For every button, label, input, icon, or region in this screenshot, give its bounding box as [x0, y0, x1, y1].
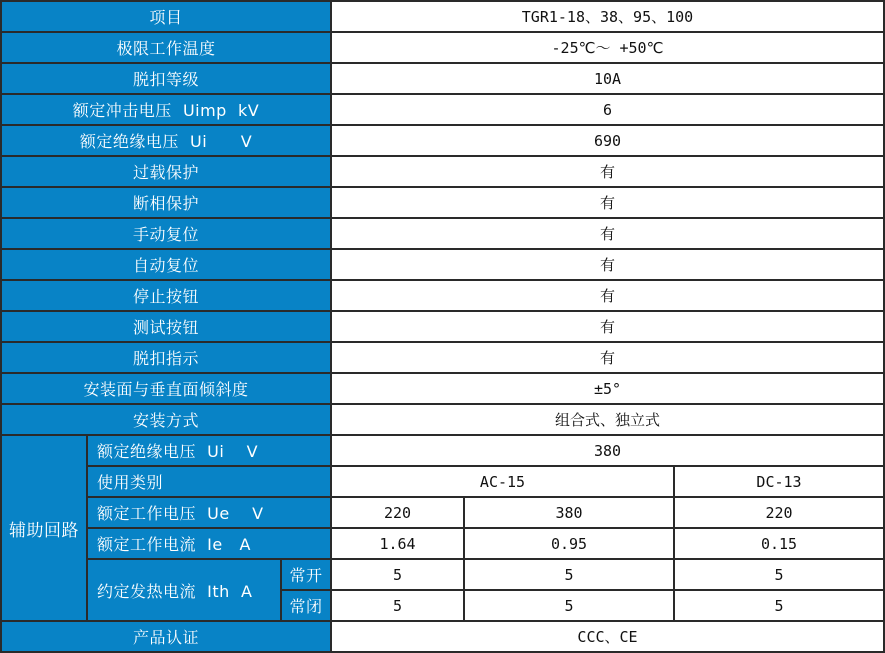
row-label-trip-class: 脱扣等级: [1, 63, 331, 94]
aux-category-ac: AC-15: [331, 466, 674, 497]
table-row-test-button: [1, 311, 884, 342]
row-label-mounting-type: 安装方式: [1, 404, 331, 435]
row-value-mounting-tilt: ±5°: [331, 373, 884, 404]
aux-thermal-no-value: 5: [674, 559, 884, 590]
row-label-impulse-voltage: 额定冲击电压 Uimp kV: [1, 94, 331, 125]
table-row-trip-indication: [1, 342, 884, 373]
aux-thermal-no-value: 5: [331, 559, 464, 590]
aux-thermal-no-value: 5: [464, 559, 674, 590]
row-value-trip-class: 10A: [331, 63, 884, 94]
table-row-mounting-type: [1, 404, 884, 435]
aux-thermal-nc-label: 常闭: [281, 590, 331, 621]
table-row-aux-insulation: [1, 435, 884, 466]
row-value-mounting-type: 组合式、独立式: [331, 404, 884, 435]
aux-thermal-nc-value: 5: [331, 590, 464, 621]
row-value-overload-protection: 有: [331, 156, 884, 187]
table-row-certification: [1, 621, 884, 652]
table-row-temperature: [1, 32, 884, 63]
row-value-test-button: 有: [331, 311, 884, 342]
row-value-model: TGR1-18、38、95、100: [331, 1, 884, 32]
table-row-mounting-tilt: [1, 373, 884, 404]
aux-insulation-label: 额定绝缘电压 Ui V: [87, 435, 331, 466]
row-label-mounting-tilt: 安装面与垂直面倾斜度: [1, 373, 331, 404]
aux-current-label: 额定工作电流 Ie A: [87, 528, 331, 559]
row-label-overload-protection: 过载保护: [1, 156, 331, 187]
table-row-aux-current: [1, 528, 884, 559]
row-label-insulation-voltage: 额定绝缘电压 Ui V: [1, 125, 331, 156]
row-value-trip-indication: 有: [331, 342, 884, 373]
certification-value: CCC、CE: [331, 621, 884, 652]
row-value-stop-button: 有: [331, 280, 884, 311]
table-row-manual-reset: [1, 218, 884, 249]
row-value-auto-reset: 有: [331, 249, 884, 280]
certification-label: 产品认证: [1, 621, 331, 652]
row-label-test-button: 测试按钮: [1, 311, 331, 342]
aux-group-label: 辅助回路: [1, 435, 87, 621]
table-row-trip-class: [1, 63, 884, 94]
table-row-aux-thermal-no: [1, 559, 884, 590]
table-row-insulation-voltage: [1, 125, 884, 156]
aux-thermal-label: 约定发热电流 Ith A: [87, 559, 281, 621]
aux-current-value: 0.95: [464, 528, 674, 559]
aux-current-value: 0.15: [674, 528, 884, 559]
row-label-temperature: 极限工作温度: [1, 32, 331, 63]
aux-voltage-value: 380: [464, 497, 674, 528]
aux-voltage-label: 额定工作电压 Ue V: [87, 497, 331, 528]
aux-category-label: 使用类别: [87, 466, 331, 497]
aux-voltage-value: 220: [331, 497, 464, 528]
table-row-auto-reset: [1, 249, 884, 280]
row-label-manual-reset: 手动复位: [1, 218, 331, 249]
table-row-stop-button: [1, 280, 884, 311]
row-value-temperature: -25℃～ +50℃: [331, 32, 884, 63]
table-row-phase-failure-protection: [1, 187, 884, 218]
aux-thermal-no-label: 常开: [281, 559, 331, 590]
table-row-impulse-voltage: [1, 94, 884, 125]
row-label-auto-reset: 自动复位: [1, 249, 331, 280]
row-label-stop-button: 停止按钮: [1, 280, 331, 311]
aux-category-dc: DC-13: [674, 466, 884, 497]
aux-thermal-nc-value: 5: [464, 590, 674, 621]
table-row-item: [1, 1, 884, 32]
row-label-item: 项目: [1, 1, 331, 32]
row-value-phase-failure-protection: 有: [331, 187, 884, 218]
row-value-impulse-voltage: 6: [331, 94, 884, 125]
table-row-aux-category: [1, 466, 884, 497]
table-row-overload-protection: [1, 156, 884, 187]
aux-voltage-value: 220: [674, 497, 884, 528]
table-row-aux-voltage: [1, 497, 884, 528]
row-value-insulation-voltage: 690: [331, 125, 884, 156]
aux-thermal-nc-value: 5: [674, 590, 884, 621]
row-label-trip-indication: 脱扣指示: [1, 342, 331, 373]
aux-current-value: 1.64: [331, 528, 464, 559]
row-label-phase-failure-protection: 断相保护: [1, 187, 331, 218]
aux-insulation-value: 380: [331, 435, 884, 466]
row-value-manual-reset: 有: [331, 218, 884, 249]
